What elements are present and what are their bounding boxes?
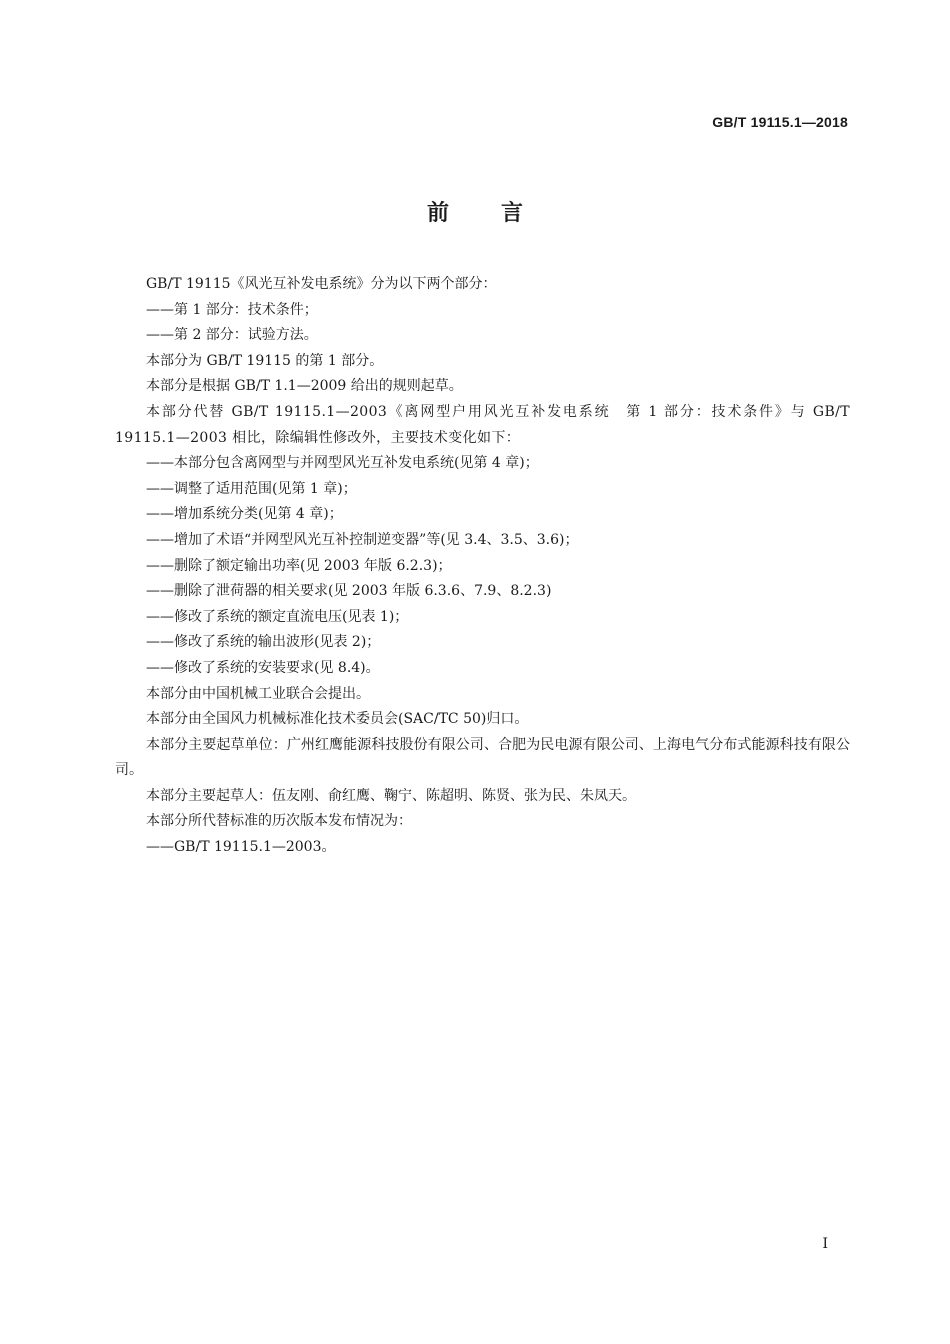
paragraph-drafting-rules: 本部分是根据 GB/T 1.1—2009 给出的规则起草。 bbox=[146, 378, 463, 395]
paragraph-under-jurisdiction: 本部分由全国风力机械标准化技术委员会(SAC/TC 50)归口。 bbox=[146, 711, 529, 728]
standard-code: GB/T 19115.1—2018 bbox=[712, 114, 848, 130]
paragraph-series-intro: GB/T 19115《风光互补发电系统》分为以下两个部分： bbox=[146, 276, 497, 292]
list-item-part-1: ——第 1 部分：技术条件； bbox=[146, 301, 318, 318]
paragraph-drafters: 本部分主要起草人：伍友刚、俞红鹰、鞠宁、陈超明、陈贤、张为民、朱凤天。 bbox=[146, 787, 636, 804]
page-number: I bbox=[822, 1236, 828, 1252]
paragraph-this-part: 本部分为 GB/T 19115 的第 1 部分。 bbox=[146, 352, 384, 369]
list-item-change-5: ——删除了额定输出功率(见 2003 年版 6.2.3)； bbox=[146, 557, 452, 574]
list-item-change-1: ——本部分包含离网型与并网型风光互补发电系统(见第 4 章)； bbox=[146, 455, 539, 472]
list-item-change-9: ——修改了系统的安装要求(见 8.4)。 bbox=[146, 659, 380, 676]
list-item-part-2: ——第 2 部分：试验方法。 bbox=[146, 327, 318, 344]
list-item-change-7: ——修改了系统的额定直流电压(见表 1)； bbox=[146, 608, 409, 625]
list-item-change-2: ——调整了适用范围(见第 1 章)； bbox=[146, 480, 357, 497]
page-title: 前言 bbox=[426, 201, 575, 226]
list-item-change-6: ——删除了泄荷器的相关要求(见 2003 年版 6.3.6、7.9、8.2.3) bbox=[146, 583, 552, 600]
list-item-change-4: ——增加了术语“并网型风光互补控制逆变器”等(见 3.4、3.5、3.6)； bbox=[146, 531, 579, 548]
paragraph-replaces: 本部分代替 GB/T 19115.1—2003《离网型户用风光互补发电系统 第 1 部分：技术条件》与 GB/T 19115.1—2003 相比，除编辑性修改外，主要技术变化如下： bbox=[115, 403, 850, 446]
list-item-change-3: ——增加系统分类(见第 4 章)； bbox=[146, 506, 343, 523]
foreword-body bbox=[115, 272, 850, 861]
paragraph-drafting-organizations: 本部分主要起草单位：广州红鹰能源科技股份有限公司、合肥为民电源有限公司、上海电气分布式能源科技有限公司。 bbox=[115, 736, 850, 779]
list-item-previous-edition: ——GB/T 19115.1—2003。 bbox=[146, 839, 336, 856]
paragraph-proposed-by: 本部分由中国机械工业联合会提出。 bbox=[146, 685, 370, 702]
list-item-change-8: ——修改了系统的输出波形(见表 2)； bbox=[146, 634, 381, 651]
paragraph-version-history: 本部分所代替标准的历次版本发布情况为： bbox=[146, 813, 412, 830]
